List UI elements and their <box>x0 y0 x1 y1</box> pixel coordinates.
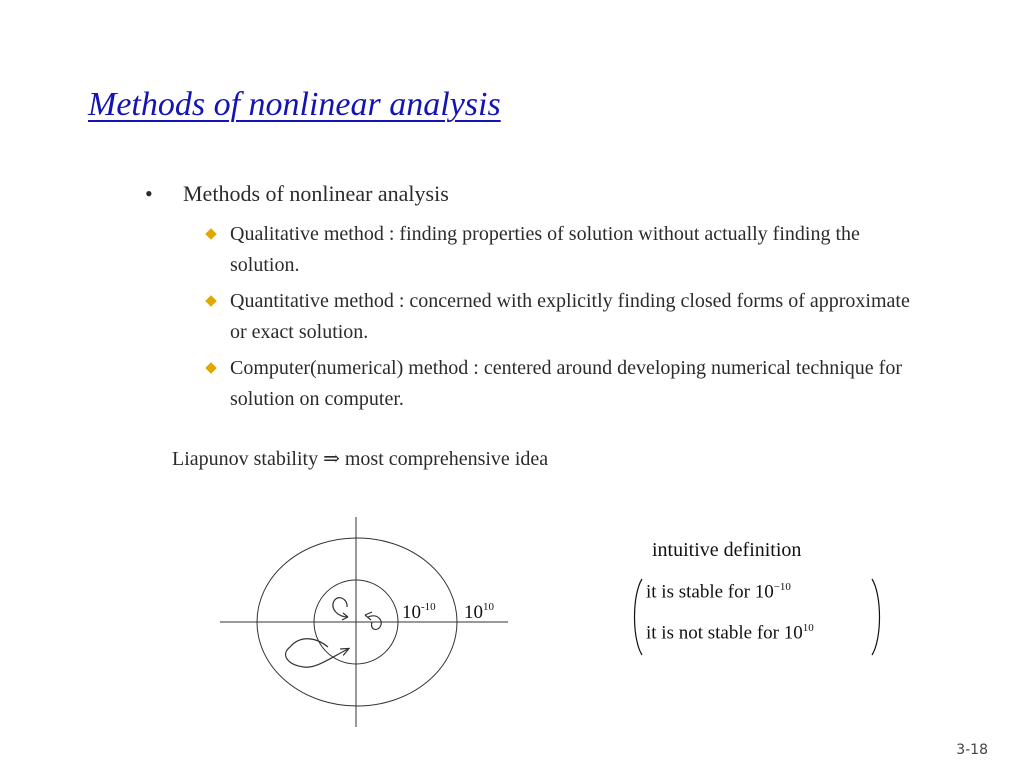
outer-radius-label: $10^{10}$ <box>464 601 494 623</box>
main-bullet-text: Methods of nonlinear analysis <box>183 181 449 206</box>
inner-radius-label: $10^{-10}$ <box>402 601 436 623</box>
sub-bullet-computer <box>206 353 926 415</box>
definition-line-not-stable: it is not stable for $10^{10}$ <box>646 622 814 644</box>
stability-diagram <box>220 517 520 732</box>
right-paren-icon <box>870 577 884 657</box>
diamond-bullet-icon <box>205 228 217 240</box>
definition-line-stable: it is stable for $10^{-10}$ <box>646 581 791 603</box>
trajectory-lower-left <box>286 639 348 667</box>
intuitive-definition <box>630 537 890 657</box>
diamond-bullet-icon <box>205 362 217 374</box>
sub-bullet-text: Quantitative method : concerned with explicitly finding closed forms of approximate or exact solution. <box>230 290 910 343</box>
bullet-dot-icon: • <box>145 181 153 206</box>
definition-title: intuitive definition <box>652 539 802 561</box>
liapunov-statement: Liapunov stability ⇒ most comprehensive idea <box>172 448 549 470</box>
slide-title: Methods of nonlinear analysis <box>88 86 501 123</box>
trajectory-right <box>368 616 381 630</box>
sub-bullet-text: Qualitative method : finding properties of solution without actually finding the solution. <box>230 223 860 276</box>
left-paren-icon <box>630 577 644 657</box>
diamond-bullet-icon <box>205 295 217 307</box>
sub-bullet-qualitative <box>206 219 926 281</box>
sub-bullet-quantitative <box>206 286 926 348</box>
sub-bullet-text: Computer(numerical) method : centered around developing numerical technique for solution on computer. <box>230 357 902 410</box>
trajectory-upper-left <box>333 598 348 617</box>
page-number: 3-18 <box>956 742 988 758</box>
